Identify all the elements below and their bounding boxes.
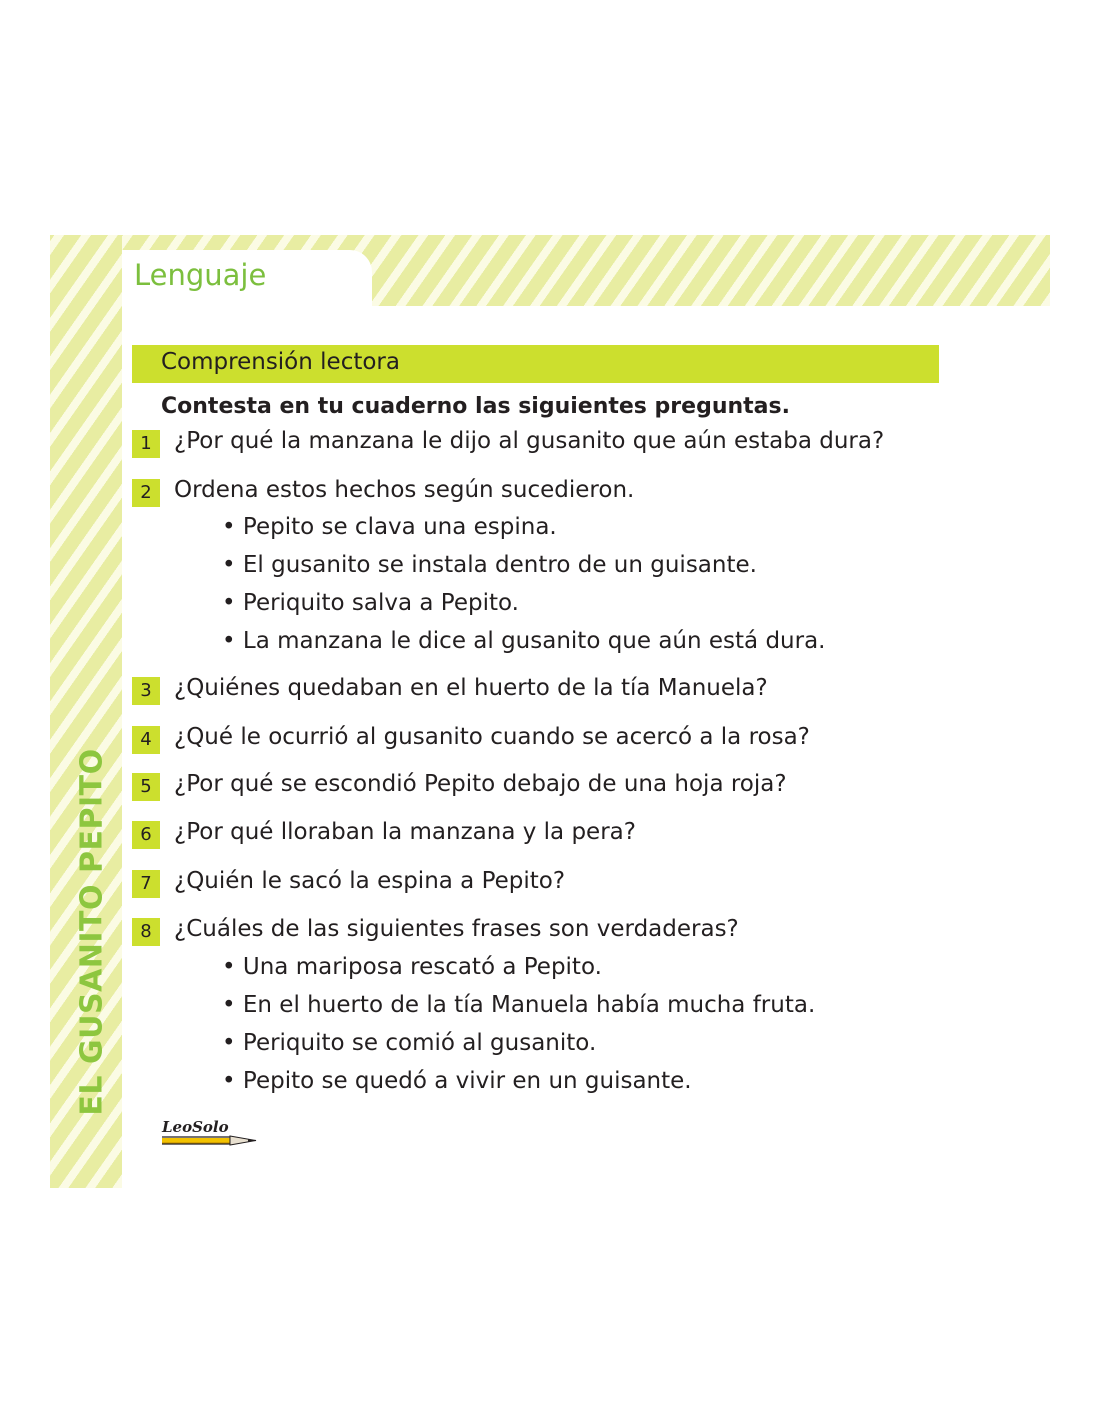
question-number-badge: 1 <box>132 430 160 458</box>
story-title-vertical: EL GUSANITO PEPITO <box>74 748 110 1116</box>
brand-logo-text: LeoSolo <box>162 1118 229 1136</box>
list-item: • Periquito salva a Pepito. <box>222 590 519 616</box>
brand-logo <box>160 1118 260 1152</box>
list-item: • El gusanito se instala dentro de un guisante. <box>222 552 757 578</box>
question-text: ¿Por qué la manzana le dijo al gusanito que aún estaba dura? <box>174 428 885 454</box>
list-item: • En el huerto de la tía Manuela había mucha fruta. <box>222 992 815 1018</box>
instruction-text: Contesta en tu cuaderno las siguientes preguntas. <box>161 394 790 419</box>
section-title: Lenguaje <box>134 258 267 292</box>
question-number-badge: 8 <box>132 918 160 946</box>
question-text: ¿Por qué se escondió Pepito debajo de una hoja roja? <box>174 771 787 797</box>
question-text: ¿Quién le sacó la espina a Pepito? <box>174 868 566 894</box>
question-number-badge: 7 <box>132 870 160 898</box>
list-item: • Pepito se clava una espina. <box>222 514 557 540</box>
list-item: • Pepito se quedó a vivir en un guisante. <box>222 1068 692 1094</box>
question-number-badge: 6 <box>132 821 160 849</box>
question-number-badge: 2 <box>132 479 160 507</box>
question-number-badge: 5 <box>132 773 160 801</box>
question-text: ¿Qué le ocurrió al gusanito cuando se acercó a la rosa? <box>174 724 810 750</box>
question-text: Ordena estos hechos según sucedieron. <box>174 477 635 503</box>
list-item: • Una mariposa rescató a Pepito. <box>222 954 602 980</box>
question-text: ¿Quiénes quedaban en el huerto de la tía Manuela? <box>174 675 768 701</box>
question-number-badge: 4 <box>132 726 160 754</box>
list-item: • Periquito se comió al gusanito. <box>222 1030 596 1056</box>
sub-header-bar <box>132 345 939 383</box>
question-text: ¿Por qué lloraban la manzana y la pera? <box>174 819 636 845</box>
list-item: • La manzana le dice al gusanito que aún está dura. <box>222 628 826 654</box>
sub-header-label: Comprensión lectora <box>161 349 400 375</box>
question-text: ¿Cuáles de las siguientes frases son verdaderas? <box>174 916 739 942</box>
question-number-badge: 3 <box>132 677 160 705</box>
